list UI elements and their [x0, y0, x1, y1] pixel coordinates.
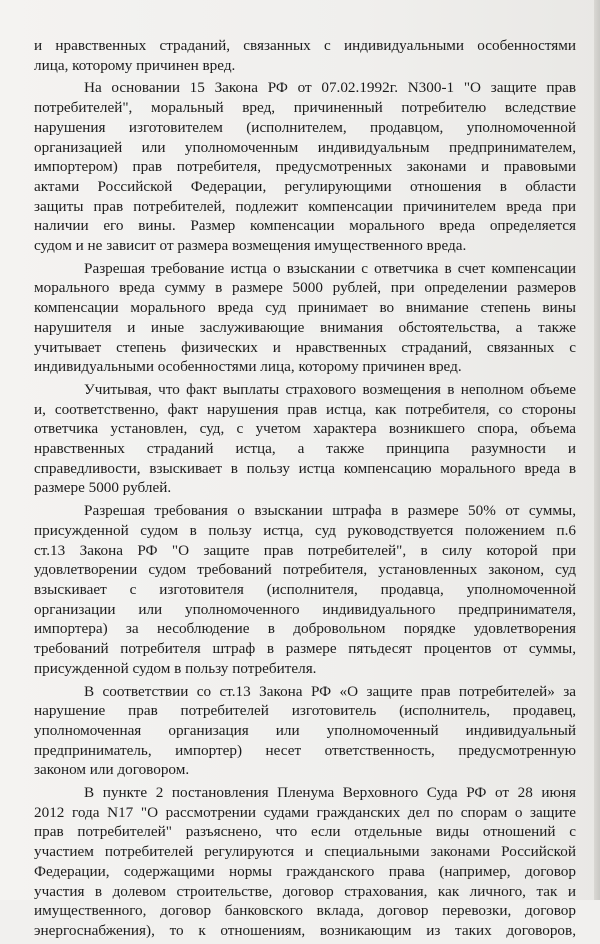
text-line: присужденной судом в пользу потребителя. — [34, 659, 317, 677]
text-line: морального вреда сумму в размере 5000 рублей, при определении размеров — [34, 279, 576, 297]
paragraph — [34, 36, 576, 75]
text-line: законом или договором. — [34, 761, 190, 779]
text-line: уполномоченная организация или уполномоченный индивидуальный — [34, 721, 576, 739]
text-line: присужденной судом в пользу истца, суд руководствуется положением п.6 — [34, 521, 576, 539]
text-line: нарушителя и иные заслуживающие внимания обстоятельства, а также — [34, 318, 576, 336]
text-line: размере 5000 рублей. — [34, 479, 172, 497]
paragraph — [34, 380, 576, 498]
text-line: Разрешая требование истца о взыскании с ответчика в счет компенсации — [84, 259, 576, 277]
text-line: имущественного, договор банковского вклада, договор перевозки, договор — [34, 902, 576, 920]
text-line: потребителей", моральный вред, причиненный потребителю вследствие — [34, 99, 576, 117]
text-line: и, соответственно, факт нарушения прав истца, как потребителя, со стороны — [34, 400, 576, 418]
text-line: На основании 15 Закона РФ от 07.02.1992г. N300-1 "О защите прав — [84, 79, 576, 97]
text-line: компенсации морального вреда суд принимает во внимание степень вины — [34, 299, 576, 317]
text-line: справедливости, взыскивает в пользу истца компенсацию морального вреда в — [34, 459, 576, 477]
paragraph — [34, 259, 576, 377]
page-edge-shadow — [594, 0, 600, 900]
text-line: Разрешая требования о взыскании штрафа в размере 50% от суммы, — [84, 502, 576, 520]
text-line: В соответствии со ст.13 Закона РФ «О защите прав потребителей» за — [84, 682, 576, 700]
text-line: прав потребителей" разъяснено, что если отдельные виды отношений с — [34, 823, 576, 841]
text-line: индивидуальными особенностями лица, которому причинен вред. — [34, 358, 462, 376]
text-line: взыскивает с изготовителя (исполнителя, продавца, уполномоченной — [34, 580, 576, 598]
text-line: ответчика установлен, суд, с учетом характера возникшего спора, объема — [34, 420, 576, 438]
text-line: нравственных страданий истца, а также принципа разумности и — [34, 440, 576, 458]
text-line: ст.13 Закона РФ "О защите прав потребителей", в силу которой при — [34, 541, 576, 559]
text-line: нарушение прав потребителей изготовитель (исполнитель, продавец, — [34, 702, 576, 720]
text-line: лица, которому причинен вред. — [34, 56, 236, 74]
text-line: участия в долевом строительстве, договор страхования, как личного, так и — [34, 882, 576, 900]
text-line: организацией или уполномоченным индивидуальным предпринимателем, — [34, 138, 576, 156]
text-line: судом и не зависит от размера возмещения имущественного вреда. — [34, 237, 467, 255]
text-line: защиты прав потребителей, подлежит компенсации причинителем вреда при — [34, 197, 576, 215]
text-line: нарушения изготовителем (исполнителем, продавцом, уполномоченной — [34, 118, 576, 136]
text-line: удовлетворении судом требований потребителя, установленных законом, суд — [34, 561, 576, 579]
text-line: и нравственных страданий, связанных с индивидуальными особенностями — [34, 37, 576, 54]
text-line: импортера) за несоблюдение в добровольном порядке удовлетворения — [34, 620, 576, 638]
text-line: наличии его вины. Размер компенсации морального вреда определяется — [34, 217, 576, 235]
text-line: 2012 года N17 "О рассмотрении судами гражданских дел по спорам о защите — [34, 803, 576, 821]
text-line: Учитывая, что факт выплаты страхового возмещения в неполном объеме — [84, 380, 576, 398]
text-line: В пункте 2 постановления Пленума Верховного Суда РФ от 28 июня — [84, 784, 576, 802]
text-line: предприниматель, импортер) несет ответственность, предусмотренную — [34, 741, 576, 759]
document-body — [34, 36, 576, 944]
text-line: участием потребителей регулируются и специальными законами Российской — [34, 843, 576, 861]
text-line: требований потребителя штраф в размере пятьдесят процентов от суммы, — [34, 640, 576, 658]
text-line: Федерации, содержащими нормы гражданского права (например, договор — [34, 862, 576, 880]
text-line: энергоснабжения), то к отношениям, возникающим из таких договоров, — [34, 921, 576, 939]
paragraph — [34, 501, 576, 678]
paragraph — [34, 783, 576, 941]
text-line: актами Российской Федерации, регулирующими отношения в области — [34, 177, 576, 195]
text-line: импортером) прав потребителя, предусмотренных законами и правовыми — [34, 158, 576, 176]
text-line: организации или уполномоченного индивидуального предпринимателя, — [34, 600, 576, 618]
paragraph — [34, 78, 576, 255]
text-line: учитывает степень физических и нравственных страданий, связанных с — [34, 338, 576, 356]
paragraph — [34, 682, 576, 781]
